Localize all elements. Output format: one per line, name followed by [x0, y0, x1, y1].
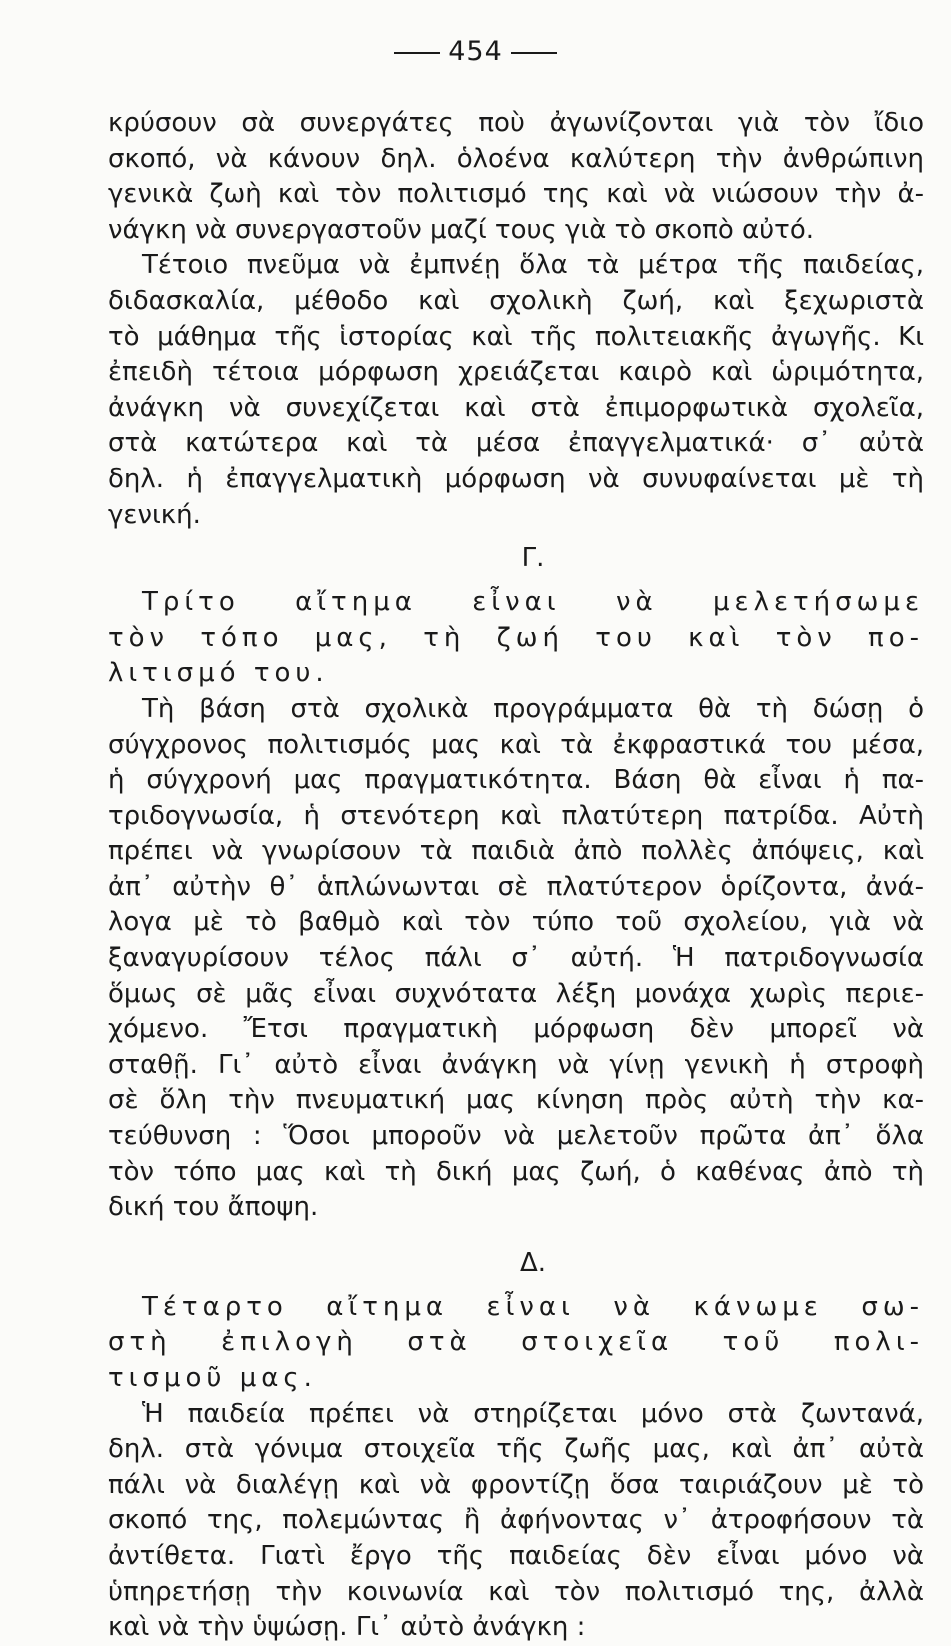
text-line: ἀπ᾽ αὐτὴν θ᾽ ἁπλώνωνται σὲ πλατύτερον ὁρίζοντα, ἀνά- [108, 871, 924, 902]
paragraph-1 [108, 106, 924, 248]
text-line: γενικὰ ζωὴ καὶ τὸν πολιτισμό της καὶ νὰ νιώσουν τὴν ἀ- [108, 179, 924, 210]
body-text [108, 106, 924, 1646]
left-dash [394, 52, 440, 54]
text-line: σύγχρονος πολιτισμός μας καὶ τὰ ἐκφραστικά του μέσα, [108, 729, 924, 760]
text-line: ἐπειδὴ τέτοια μόρφωση χρειάζεται καιρὸ καὶ ὡριμότητα, [108, 357, 924, 388]
text-line: ἀντίθετα. Γιατὶ ἔργο τῆς παιδείας δὲν εἶναι μόνο νὰ [108, 1540, 924, 1571]
text-line: ἀνάγκη νὰ συνεχίζεται καὶ στὰ ἐπιμορφωτικὰ σχολεῖα, [108, 392, 924, 423]
text-line: ὅμως σὲ μᾶς εἶναι συχνότατα λέξη μονάχα χωρὶς περιε- [108, 978, 924, 1009]
text-line: δική του ἄποψη. [108, 1192, 319, 1223]
text-line: σταθῇ. Γι᾽ αὐτὸ εἶναι ἀνάγκη νὰ γίνῃ γενικὴ ἡ στροφὴ [108, 1049, 924, 1080]
text-line: ξαναγυρίσουν τέλος πάλι σ᾽ αὐτή. Ἡ πατριδογνωσία [108, 943, 924, 974]
spaced-heading-line: Τέταρτο αἴτημα εἶναι νὰ κάνωμε σω- [142, 1291, 924, 1322]
text-line: τὸν τόπο μας καὶ τὴ δική μας ζωή, ὁ καθένας ἀπὸ τὴ [108, 1156, 924, 1187]
spaced-heading-line: Τρίτο αἴτημα εἶναι νὰ μελετήσωμε [142, 587, 924, 618]
text-line: τριδογνωσία, ἡ στενότερη καὶ πλατύτερη πατρίδα. Αὐτὴ [108, 800, 924, 831]
text-line: τὸ μάθημα τῆς ἱστορίας καὶ τῆς πολιτειακῆς ἀγωγῆς. Κι [108, 321, 924, 352]
right-dash [511, 52, 557, 54]
spaced-heading-line: τισμοῦ μας. [108, 1363, 317, 1393]
page-number-value: 454 [448, 36, 503, 67]
text-line: δηλ. ἡ ἐπαγγελματικὴ μόρφωση νὰ συνυφαίνεται μὲ τὴ [108, 463, 924, 494]
text-line: Τέτοιο πνεῦμα νὰ ἐμπνέῃ ὅλα τὰ μέτρα τῆς παιδείας, [142, 250, 924, 281]
paragraph-2 [108, 248, 924, 533]
text-line: σὲ ὅλη τὴν πνευματική μας κίνηση πρὸς αὐτὴ τὴν κα- [108, 1085, 924, 1116]
text-line: Ἡ παιδεία πρέπει νὰ στηρίζεται μόνο στὰ ζωντανά, [142, 1398, 924, 1429]
text-line: χόμενο. Ἔτσι πραγματικὴ μόρφωση δὲν μπορεῖ νὰ [108, 1014, 924, 1045]
section-d [108, 1244, 924, 1646]
text-line: νάγκη νὰ συνεργαστοῦν μαζί τους γιὰ τὸ σκοπὸ αὐτό. [108, 214, 815, 245]
text-line: καὶ νὰ τὴν ὑψώσῃ. Γι᾽ αὐτὸ ἀνάγκη : [108, 1612, 586, 1643]
spaced-heading-line: λιτισμό του. [108, 658, 329, 689]
text-line: ὑπηρετήσῃ τὴν κοινωνία καὶ τὸν πολιτισμό της, ἀλλὰ [108, 1576, 924, 1607]
page-number [0, 36, 951, 67]
text-line: πάλι νὰ διαλέγῃ καὶ νὰ φροντίζῃ ὅσα ταιριάζουν μὲ τὸ [108, 1469, 924, 1500]
text-line: διδασκαλία, μέθοδο καὶ σχολικὴ ζωή, καὶ ξεχωριστὰ [108, 285, 924, 316]
text-line: Τὴ βάση στὰ σχολικὰ προγράμματα θὰ τὴ δώσῃ ὁ [142, 693, 924, 724]
section-heading-g: Γ. [521, 543, 545, 574]
text-line: τεύθυνση : Ὅσοι μποροῦν νὰ μελετοῦν πρῶτα ἀπ᾽ ὅλα [108, 1121, 924, 1152]
text-line: πρέπει νὰ γνωρίσουν τὰ παιδιὰ ἀπὸ πολλὲς ἀπόψεις, καὶ [108, 836, 924, 867]
spaced-heading-line: τὸν τόπο μας, τὴ ζωή του καὶ τὸν πο- [108, 622, 924, 653]
text-line: λογα μὲ τὸ βαθμὸ καὶ τὸν τύπο τοῦ σχολείου, γιὰ νὰ [108, 907, 924, 938]
text-line: σκοπό της, πολεμώντας ἢ ἀφήνοντας ν᾽ ἀτροφήσουν τὰ [108, 1505, 924, 1536]
section-heading-d: Δ. [519, 1247, 547, 1278]
section-g [108, 539, 924, 1226]
text-line: ἡ σύγχρονή μας πραγματικότητα. Βάση θὰ εἶναι ἡ πα- [108, 765, 924, 796]
text-line: στὰ κατώτερα καὶ τὰ μέσα ἐπαγγελματικά· σ᾽ αὐτὰ [108, 428, 924, 459]
text-line: σκοπό, νὰ κάνουν δηλ. ὁλοένα καλύτερη τὴν ἀνθρώπινη [108, 143, 924, 174]
spaced-heading-line: στὴ ἐπιλογὴ στὰ στοιχεῖα τοῦ πολι- [108, 1327, 924, 1358]
text-line: κρύσουν σὰ συνεργάτες ποὺ ἀγωνίζονται γιὰ τὸν ἴδιο [108, 108, 924, 138]
text-line: δηλ. στὰ γόνιμα στοιχεῖα τῆς ζωῆς μας, καὶ ἀπ᾽ αὐτὰ [108, 1434, 924, 1465]
text-line: γενική. [108, 499, 201, 530]
